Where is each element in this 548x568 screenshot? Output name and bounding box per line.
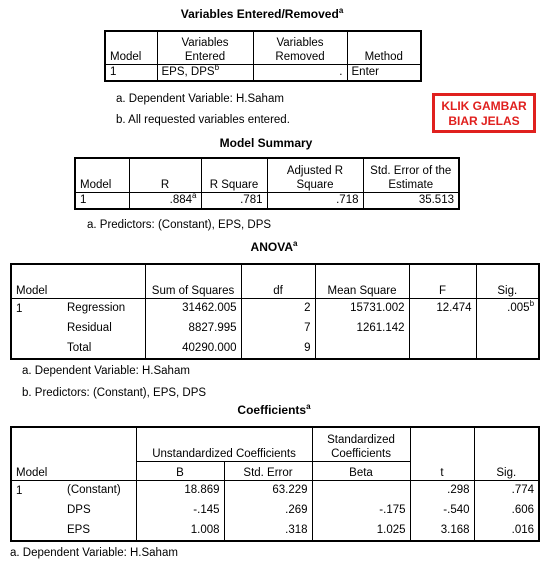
col-header-sig: Sig. [474,427,539,480]
col-header-model: Model [105,31,157,64]
col-header-r: R [129,158,201,192]
table-row [11,298,539,318]
cell-b: 1.008 [136,520,224,541]
cell-source-label: Residual [63,318,145,338]
col-header-df: df [241,264,315,298]
cell-f: 12.474 [409,298,476,318]
cell-source-label: Total [63,338,145,359]
variables-entered-title [104,7,420,21]
col-header-t: t [410,427,474,480]
table-row [11,318,539,338]
variables-entered-note-a: a. Dependent Variable: H.Saham [116,93,284,105]
cell-df: 9 [241,338,315,359]
cell-sig [476,318,539,338]
anova-title [10,240,538,254]
cell-std-error: .269 [224,500,312,520]
cell-r-text: .884 [169,193,193,206]
cell-t: .298 [410,480,474,500]
coefficients-table [10,426,540,542]
cell-sig: .606 [511,503,535,516]
table-row [11,520,539,541]
cell-sig-text: .005 [507,301,530,314]
cell-f [409,318,476,338]
cell-mean-square: 15731.002 [315,298,409,318]
col-header-model: Model [11,264,145,298]
col-header-variables-removed-text: Variables Removed [275,36,325,63]
cell-r-square: .781 [201,192,267,209]
click-image-stamp [432,93,536,133]
col-header-variables-removed [253,31,347,64]
cell-t: -.540 [410,500,474,520]
cell-beta: -.175 [312,500,410,520]
table-row [11,338,539,359]
cell-sum-of-squares: 31462.005 [145,298,241,318]
cell-entered [157,64,253,81]
cell-sig: .774 [511,483,535,496]
col-header-variables-entered-text: Variables Entered [181,36,229,63]
model-summary-title: Model Summary [219,136,313,150]
col-header-std-error-estimate [363,158,459,192]
title-footnote-mark: a [293,239,298,248]
cell-model: 1 [75,192,129,209]
cell-sig [476,338,539,359]
anova-table [10,263,540,360]
anova-note-b: b. Predictors: (Constant), EPS, DPS [22,387,207,399]
cell-entered-text: EPS, DPS [161,65,215,78]
model-summary-table [74,157,460,210]
cell-b: -.145 [136,500,224,520]
col-header-model: Model [11,427,136,480]
table-row [11,500,539,520]
col-header-sum-of-squares-text: Sum of Squares [151,284,235,297]
col-header-std-error-estimate-text: Std. Error of the Estimate [370,164,452,191]
col-header-b: B [136,461,224,480]
cell-df: 2 [241,298,315,318]
col-header-adjusted-r-square-text: Adjusted R Square [286,164,344,191]
col-header-adjusted-r-square [267,158,363,192]
cell-sum-of-squares: 40290.000 [145,338,241,359]
cell-f [409,338,476,359]
col-header-unstandardized-coefficients: Unstandardized Coefficients [136,427,312,461]
cell-removed: . [253,64,347,81]
table-row [75,192,459,209]
col-header-sum-of-squares [145,264,241,298]
cell-std-error: .318 [224,520,312,541]
coefficients-note-a: a. Dependent Variable: H.Saham [10,547,178,559]
col-header-r-square: R Square [201,158,267,192]
cell-beta [312,480,410,500]
table-row [105,64,421,81]
table-row [11,480,539,500]
cell-source-label: Regression [63,298,145,318]
col-header-variables-entered [157,31,253,64]
anova-title-text: ANOVA [250,240,293,254]
cell-model-number: 1 [16,484,23,497]
cell-sig: .016 [511,523,535,536]
variables-entered-title-text: Variables Entered/Removed [180,7,339,21]
cell-mean-square [315,338,409,359]
col-header-standardized-coefficients [312,427,410,461]
footnote-mark: b [214,62,220,72]
cell-t: 3.168 [410,520,474,541]
col-header-beta: Beta [312,461,410,480]
cell-predictor-label: DPS [63,500,136,520]
cell-predictor-label: EPS [63,520,136,541]
cell-method: Enter [351,65,379,78]
stamp-line-1: KLIK GAMBAR [441,99,527,113]
col-header-model: Model [75,158,129,192]
cell-model-number: 1 [16,302,23,315]
cell-adjusted-r-square: .718 [267,192,363,209]
footnote-mark: b [529,298,535,308]
col-header-std-error: Std. Error [224,461,312,480]
col-header-sig: Sig. [497,284,518,297]
cell-df: 7 [241,318,315,338]
cell-sig [476,298,539,318]
cell-mean-square: 1261.142 [315,318,409,338]
model-summary-note-a: a. Predictors: (Constant), EPS, DPS [87,219,272,231]
variables-entered-note-b: b. All requested variables entered. [116,114,290,126]
col-header-f: F [409,264,476,298]
anova-note-a: a. Dependent Variable: H.Saham [22,365,190,377]
coefficients-title-text: Coefficients [237,403,307,417]
col-header-mean-square: Mean Square [315,264,409,298]
coefficients-title [10,403,538,417]
col-header-method: Method [364,50,403,63]
stamp-line-2: BIAR JELAS [448,114,520,128]
cell-beta: 1.025 [312,520,410,541]
cell-predictor-label: (Constant) [63,480,136,500]
footnote-mark: a [192,190,197,200]
variables-entered-table [104,30,422,82]
cell-b: 18.869 [136,480,224,500]
title-footnote-mark: a [338,6,344,15]
cell-std-error-estimate: 35.513 [418,193,454,206]
title-footnote-mark: a [306,402,311,411]
cell-r [129,192,201,209]
col-header-standardized-coefficients-text: Standardized Coefficients [327,433,395,460]
cell-sum-of-squares: 8827.995 [145,318,241,338]
cell-std-error: 63.229 [224,480,312,500]
cell-model: 1 [105,64,157,81]
